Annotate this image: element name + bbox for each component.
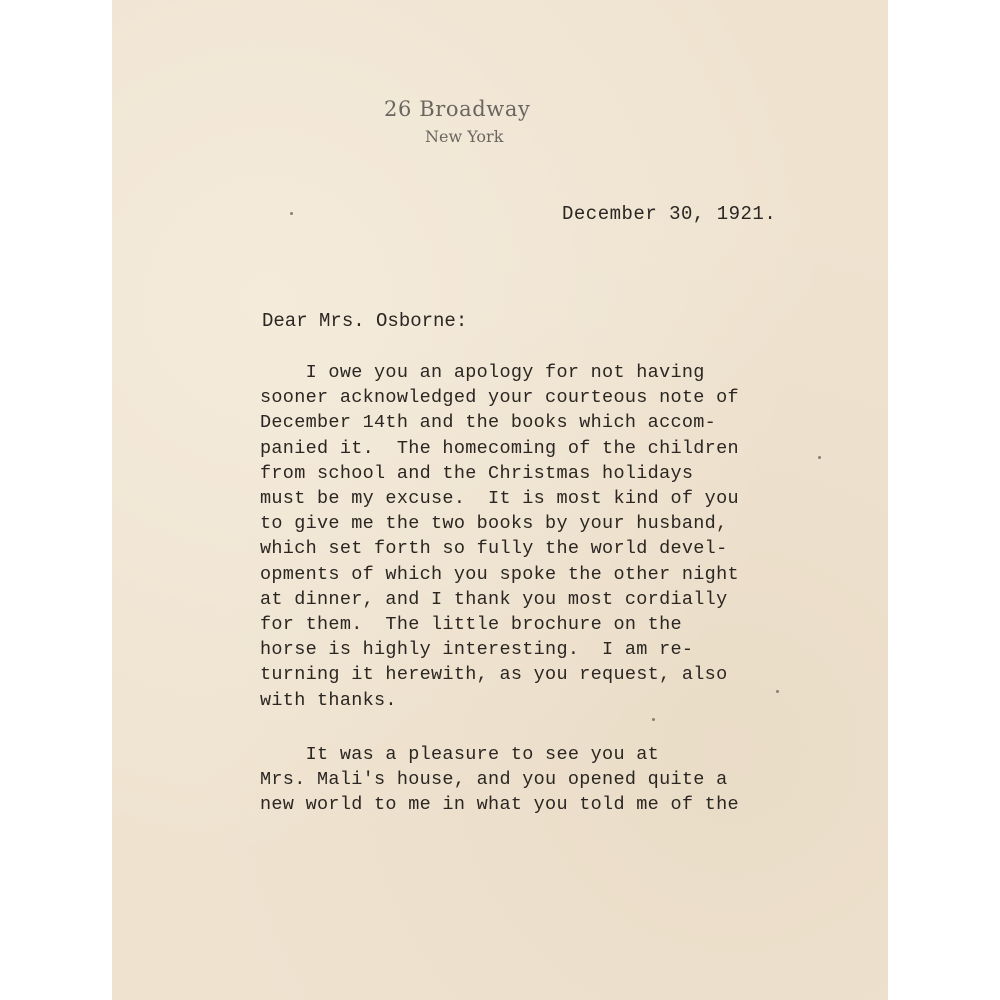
paper-speck <box>652 718 655 721</box>
paper-speck <box>776 690 779 693</box>
text-line: It was a pleasure to see you at <box>260 744 660 765</box>
text-line: for them. The little brochure on the <box>260 614 682 636</box>
body-paragraph-2 <box>260 742 820 818</box>
text-line: new world to me in what you told me of the <box>260 794 739 816</box>
letterhead-street: 26 Broadway <box>384 97 531 121</box>
text-line: from school and the Christmas holidays <box>260 462 694 484</box>
text-line: at dinner, and I thank you most cordially <box>260 588 728 610</box>
letterhead-city: New York <box>425 127 504 146</box>
text-line: Mrs. Mali's house, and you opened quite a <box>260 769 728 791</box>
text-line: sooner acknowledged your courteous note of <box>260 387 739 409</box>
text-line: opments of which you spoke the other night <box>260 563 739 585</box>
text-line: panied it. The homecoming of the children <box>260 437 739 459</box>
paper-speck <box>290 212 293 215</box>
text-line: with thanks. <box>260 689 397 711</box>
text-line: turning it herewith, as you request, also <box>260 664 728 686</box>
text-line: December 14th and the books which accom- <box>260 412 717 434</box>
salutation: Dear Mrs. Osborne: <box>262 310 468 332</box>
text-line: must be my excuse. It is most kind of you <box>260 488 739 510</box>
text-line: I owe you an apology for not having <box>260 362 705 383</box>
body-paragraph-1 <box>260 360 820 713</box>
text-line: which set forth so fully the world devel- <box>260 538 728 560</box>
paper-speck <box>818 456 821 459</box>
text-line: horse is highly interesting. I am re- <box>260 639 694 661</box>
letter-date: December 30, 1921. <box>562 203 777 225</box>
text-line: to give me the two books by your husband, <box>260 513 728 535</box>
